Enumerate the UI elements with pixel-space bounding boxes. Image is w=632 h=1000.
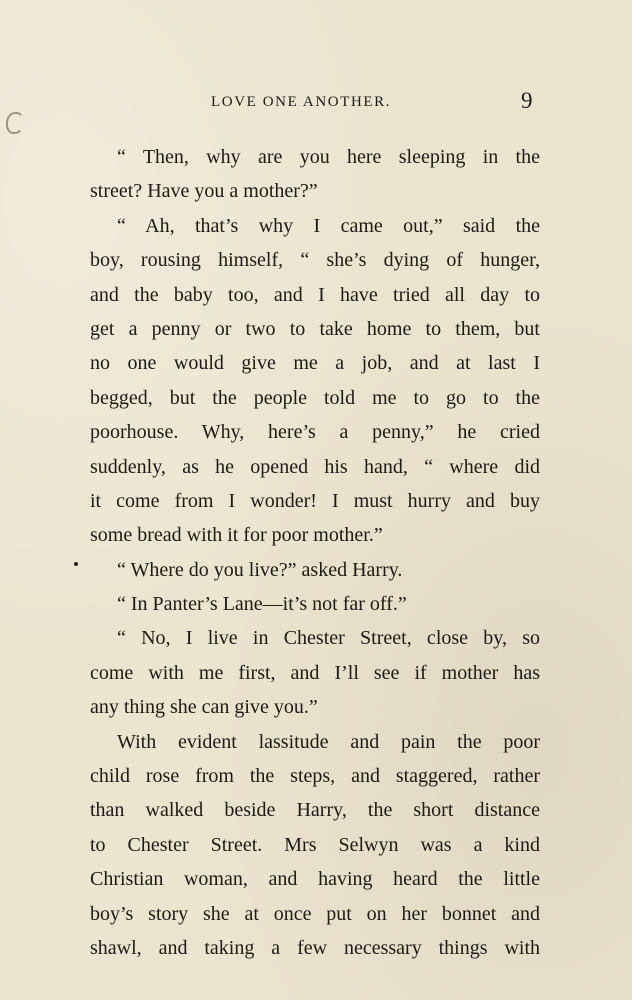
text-line: come with me first, and I’ll see if mother has [90, 661, 540, 684]
text-line: “ Then, why are you here sleeping in the [117, 146, 540, 168]
text-line: With evident lassitude and pain the poor [117, 730, 540, 753]
text-line: get a penny or two to take home to them, but [90, 317, 540, 340]
text-line: “ In Panter’s Lane—it’s not far off.” [117, 593, 407, 616]
text-line: child rose from the steps, and staggered, rather [90, 765, 540, 788]
page-number: 9 [521, 88, 533, 113]
text-line: “ Where do you live?” asked Harry. [117, 558, 403, 581]
text-line: suddenly, as he opened his hand, “ where did [90, 455, 540, 478]
text-line: it come from I wonder! I must hurry and buy [90, 489, 540, 512]
text-line: “ Ah, that’s why I came out,” said the [117, 214, 540, 237]
text-line: no one would give me a job, and at last I [90, 352, 540, 375]
text-line: street? Have you a mother?” [90, 180, 318, 203]
running-head [0, 88, 632, 118]
text-line: boy’s story she at once put on her bonnet and [90, 902, 540, 925]
text-line: boy, rousing himself, “ she’s dying of hunger, [90, 249, 540, 272]
text-line: and the baby too, and I have tried all day to [90, 283, 540, 306]
text-line: any thing she can give you.” [90, 696, 318, 719]
text-line: shawl, and taking a few necessary things with [90, 936, 540, 959]
body-text [90, 140, 540, 965]
text-line: Christian woman, and having heard the little [90, 868, 540, 891]
text-line: begged, but the people told me to go to the [90, 386, 540, 409]
text-line: poorhouse. Why, here’s a penny,” he cried [90, 421, 540, 444]
text-line: “ No, I live in Chester Street, close by, so [117, 627, 540, 650]
text-line: some bread with it for poor mother.” [90, 524, 383, 547]
running-title: LOVE ONE ANOTHER. [211, 94, 392, 110]
margin-ink-dot [74, 562, 78, 566]
text-line: than walked beside Harry, the short distance [90, 799, 540, 822]
text-line: to Chester Street. Mrs Selwyn was a kind [90, 833, 540, 856]
